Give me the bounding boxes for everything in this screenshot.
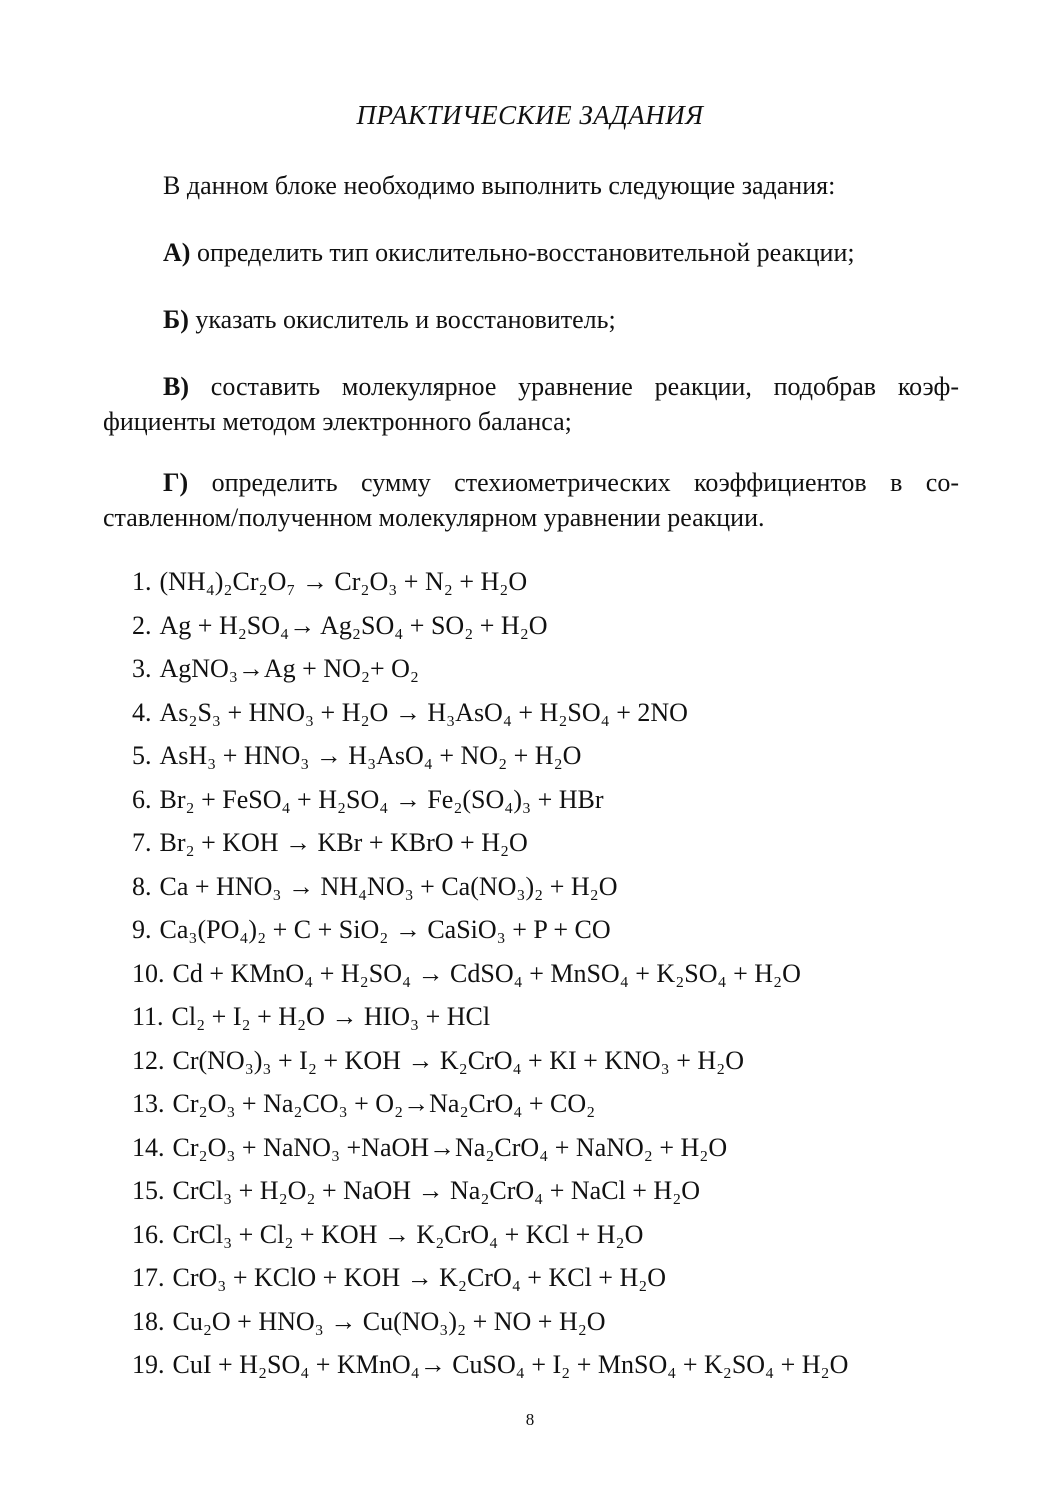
reaction-equation: Cr(NO₃)₃ + I₂ + KOH → K₂CrO₄ + KI + KNO₃ + H₂O [172,1045,744,1075]
reaction-item [132,560,992,604]
reaction-equation: CrO₃ + KClO + KOH → K₂CrO₄ + KCl + H₂O [172,1263,667,1292]
reaction-number: 7. [132,828,152,857]
task-b-letter: Б) [163,305,189,334]
reaction-item [132,1082,992,1126]
reaction-item [132,865,992,909]
reaction-item [132,908,992,952]
task-d-text: определить сумму стехиометрических коэффициентов в со-ставленном/полученном молекулярном уравнении реакции. [103,468,959,532]
reaction-number: 2. [132,610,152,640]
reaction-number: 6. [132,784,152,814]
reaction-number: 1. [132,567,152,596]
task-b [103,302,959,337]
reaction-equation: Br₂ + FeSO₄ + H₂SO₄ → Fe₂(SO₄)₃ + HBr [159,784,604,814]
reaction-number: 13. [132,1089,165,1118]
reaction-item [132,952,992,996]
reaction-equation: CrCl₃ + H₂O₂ + NaOH → Na₂CrO₄ + NaCl + H₂O [172,1176,701,1205]
intro-paragraph [103,168,959,203]
reaction-number: 12. [132,1045,165,1075]
reaction-number: 10. [132,958,165,988]
reaction-item [132,734,992,778]
reaction-number: 4. [132,697,152,727]
reaction-number: 11. [132,1002,164,1031]
reaction-equation: CuI + H₂SO₄ + KMnO₄→ CuSO₄ + I₂ + MnSO₄ + K₂SO₄ + H₂O [172,1350,849,1379]
reaction-item [132,691,992,735]
reaction-equation: Cl₂ + I₂ + H₂O → HIO₃ + HCl [171,1002,491,1031]
reaction-number: 8. [132,871,152,901]
task-a-text: определить тип окислительно-восстановительной реакции; [196,238,855,267]
reaction-equation: Cd + KMnO₄ + H₂SO₄ → CdSO₄ + MnSO₄ + K₂SO₄ + H₂O [172,958,801,988]
reaction-equation: CrCl₃ + Cl₂ + KOH → K₂CrO₄ + KCl + H₂O [172,1219,644,1249]
reaction-equation: Cu₂O + HNO₃ → Cu(NO₃)₂ + NO + H₂O [172,1306,606,1336]
task-a [103,235,959,270]
reaction-item [132,821,992,865]
page-number: 8 [525,1410,535,1429]
reaction-item [132,778,992,822]
reaction-equation: (NH₄)₂Cr₂O₇ → Cr₂O₃ + N₂ + H₂O [159,567,528,596]
reaction-number: 15. [132,1176,165,1205]
reaction-item [132,1126,992,1170]
reaction-item [132,647,992,691]
reaction-number: 14. [132,1132,165,1162]
task-b-text: указать окислитель и восстановитель; [195,305,616,334]
page-title: ПРАКТИЧЕСКИЕ ЗАДАНИЯ [356,100,704,130]
reaction-equation: AgNO₃→Ag + NO₂+ O₂ [159,654,419,683]
reaction-number: 5. [132,741,152,770]
reaction-equation: Cr₂O₃ + Na₂CO₃ + O₂→Na₂CrO₄ + CO₂ [172,1089,596,1118]
task-d-letter: Г) [163,468,189,497]
task-d [103,465,959,535]
reaction-item [132,1169,992,1213]
reaction-number: 17. [132,1263,165,1292]
reaction-item [132,1256,992,1300]
reaction-item [132,1039,992,1083]
intro-text: В данном блоке необходимо выполнить следующие задания: [163,171,836,200]
reaction-list [132,560,992,1387]
reaction-number: 18. [132,1306,165,1336]
task-c-letter: В) [163,372,189,401]
reaction-number: 3. [132,654,152,683]
reaction-equation: Br₂ + KOH → KBr + KBrO + H₂O [159,828,528,857]
task-a-letter: А) [163,238,191,267]
reaction-equation: Ca₃(PO₄)₂ + C + SiO₂ → CaSiO₃ + P + CO [159,915,611,944]
reaction-item [132,604,992,648]
reaction-number: 9. [132,915,152,944]
reaction-item [132,1300,992,1344]
reaction-equation: AsH₃ + HNO₃ → H₃AsO₄ + NO₂ + H₂O [159,741,582,770]
reaction-equation: Cr₂O₃ + NaNO₃ +NaOH→Na₂CrO₄ + NaNO₂ + H₂O [172,1132,728,1162]
reaction-item [132,995,992,1039]
reaction-item [132,1213,992,1257]
reaction-equation: Ag + H₂SO₄→ Ag₂SO₄ + SO₂ + H₂O [159,610,548,640]
reaction-number: 19. [132,1350,165,1379]
reaction-equation: Ca + HNO₃ → NH₄NO₃ + Ca(NO₃)₂ + H₂O [159,871,618,901]
reaction-item [132,1343,992,1387]
task-c-text: составить молекулярное уравнение реакции, подобрав коэф-фициенты методом электронного баланса; [103,372,959,436]
reaction-number: 16. [132,1219,165,1249]
task-c [103,369,959,439]
reaction-equation: As₂S₃ + HNO₃ + H₂O → H₃AsO₄ + H₂SO₄ + 2NO [159,697,688,727]
